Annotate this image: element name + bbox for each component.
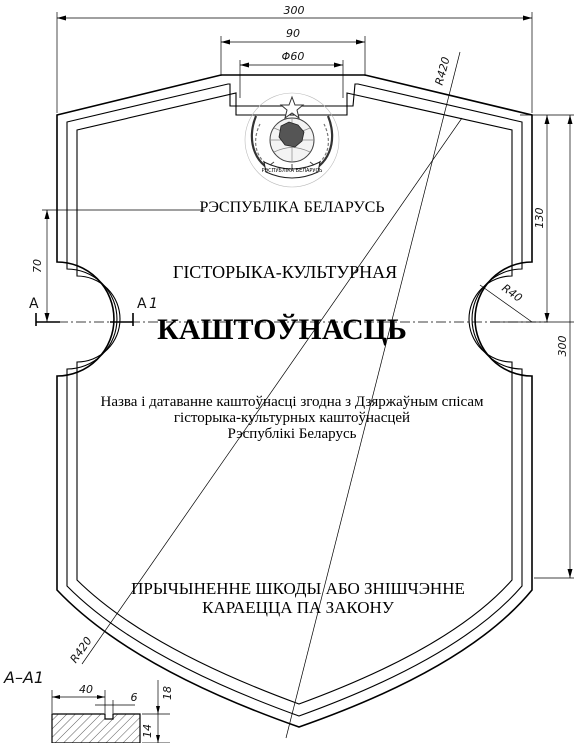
section-profile	[52, 714, 140, 743]
cut-label-right: A	[137, 296, 147, 312]
description-line-3: Рэспублікі Беларусь	[227, 426, 357, 442]
dim-width-top: 90	[286, 27, 300, 40]
section-view	[52, 680, 174, 743]
dim-radius-outer-left: R420	[67, 634, 95, 666]
dim-height-left: 70	[31, 259, 44, 273]
dim-height-total-right: 300	[556, 335, 569, 357]
dim-emblem-diameter: Φ60	[281, 50, 305, 63]
emblem-ribbon-text: РЭСПУБЛІКА БЕЛАРУСЬ	[261, 168, 323, 174]
dim-width-total: 300	[283, 4, 305, 17]
dim-radius-notch: R40	[499, 281, 525, 305]
warning-line-2: КАРАЕЦЦА ПА ЗАКОНУ	[202, 598, 394, 617]
heading-big: КАШТОЎНАСЦЬ	[157, 313, 407, 346]
dimension-emblem-diameter	[240, 50, 343, 98]
dim-height-right: 130	[533, 207, 546, 229]
section-dim-width-2: 6	[130, 691, 138, 704]
warning-line-1: ПРЫЧЫНЕННЕ ШКОДЫ АБО ЗНІШЧЭННЕ	[131, 579, 465, 598]
section-cut-markers	[29, 296, 158, 326]
section-dim-width-1: 40	[79, 683, 93, 696]
heading-small: ГІСТОРЫКА-КУЛЬТУРНАЯ	[172, 262, 398, 282]
country-name: РЭСПУБЛІКА БЕЛАРУСЬ	[199, 199, 385, 216]
section-dim-height-1: 18	[161, 686, 174, 700]
emblem-icon	[245, 93, 339, 187]
cut-label-left: A	[29, 296, 39, 312]
section-dim-height-2: 14	[141, 724, 154, 738]
dim-radius-outer-right: R420	[432, 55, 453, 87]
cut-label-index: 1	[149, 296, 158, 312]
description-line-2: гісторыка-культурных каштоўнасцей	[173, 410, 411, 426]
section-title: А–А1	[4, 668, 45, 687]
description-line-1: Назва і датаванне каштоўнасці згодна з Дзяржаўным спісам	[100, 394, 484, 410]
